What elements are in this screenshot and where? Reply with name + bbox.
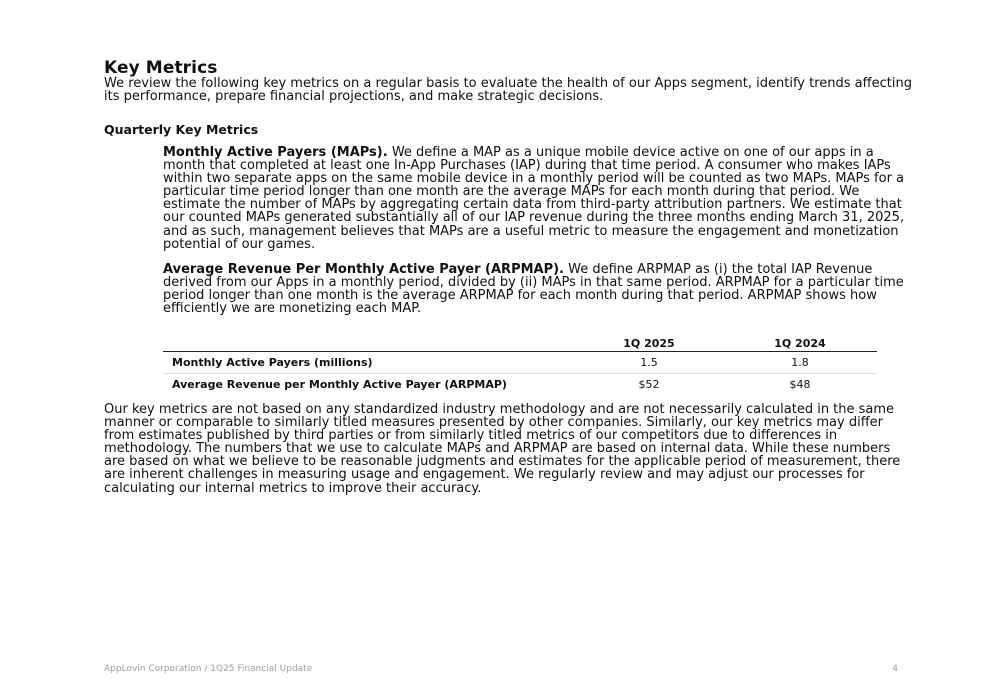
row-label: Monthly Active Payers (millions) [163, 352, 575, 374]
maps-definition [163, 146, 911, 251]
section-heading: Key Metrics [104, 58, 218, 78]
key-metrics-table [163, 337, 877, 395]
maps-term: Monthly Active Payers (MAPs). [163, 145, 388, 160]
subsection-heading: Quarterly Key Metrics [104, 122, 259, 137]
column-header: 1Q 2024 [723, 337, 877, 352]
table-header-empty [163, 337, 575, 352]
table-row [163, 374, 877, 396]
closing-paragraph: Our key metrics are not based on any standardized industry methodology and are not necessarily calculated in the same manner or comparable to similarly titled measures presented by other companies. Similarly, our key metrics may differ from estimates published by third parties or from similarly titled metrics of our competitors due to differences in methodology. The numbers that we use to calculate MAPs and ARPMAP are based on internal data. While these numbers are based on what we believe to be reasonable judgments and estimates for the applicable period of measurement, there are inherent challenges in measuring usage and engagement. We regularly review and may adjust our processes for calculating our internal metrics to improve their accuracy. [104, 402, 901, 496]
cell-value: 1.5 [575, 352, 723, 374]
maps-definition-text: We define a MAP as a unique mobile device active on one of our apps in a month that completed at least one In-App Purchases (IAP) during that time period. A consumer who makes IAPs within two separate apps on the same mobile device in a monthly period will be counted as two MAPs. MAPs for a particular time period longer than one month are the average MAPs for each month during that period. We estimate the number of MAPs by aggregating certain data from third-party attribution partners. We estimate that our counted MAPs generated substantially all of our IAP revenue during the three months ending March 31, 2025, and as such, management believes that MAPs are a useful metric to measure the engagement and monetization potential of our games. [163, 145, 905, 252]
cell-value: $52 [638, 378, 660, 391]
table-row [163, 352, 877, 374]
arpmap-definition-text: We define ARPMAP as (i) the total IAP Revenue derived from our Apps in a monthly period, divided by (ii) MAPs in that same period. ARPMAP for a particular time period longer than one month is the average ARPMAP for each month during that period. ARPMAP shows how efficiently we are monetizing each MAP. [163, 262, 904, 317]
footer-text: AppLovin Corporation / 1Q25 Financial Update [104, 664, 313, 674]
intro-paragraph: We review the following key metrics on a regular basis to evaluate the health of our Apps segment, identify trends affecting its performance, prepare financial projections, and make strategic decisions. [104, 76, 912, 105]
page-number: 4 [892, 664, 898, 674]
table-header-row [163, 337, 877, 352]
cell-value: $48 [789, 378, 811, 391]
cell-value: 1.8 [723, 352, 877, 374]
arpmap-definition [163, 263, 911, 315]
column-header: 1Q 2025 [575, 337, 723, 352]
arpmap-term: Average Revenue Per Monthly Active Payer (ARPMAP). [163, 262, 565, 277]
row-label: Average Revenue per Monthly Active Payer (ARPMAP) [172, 378, 507, 391]
